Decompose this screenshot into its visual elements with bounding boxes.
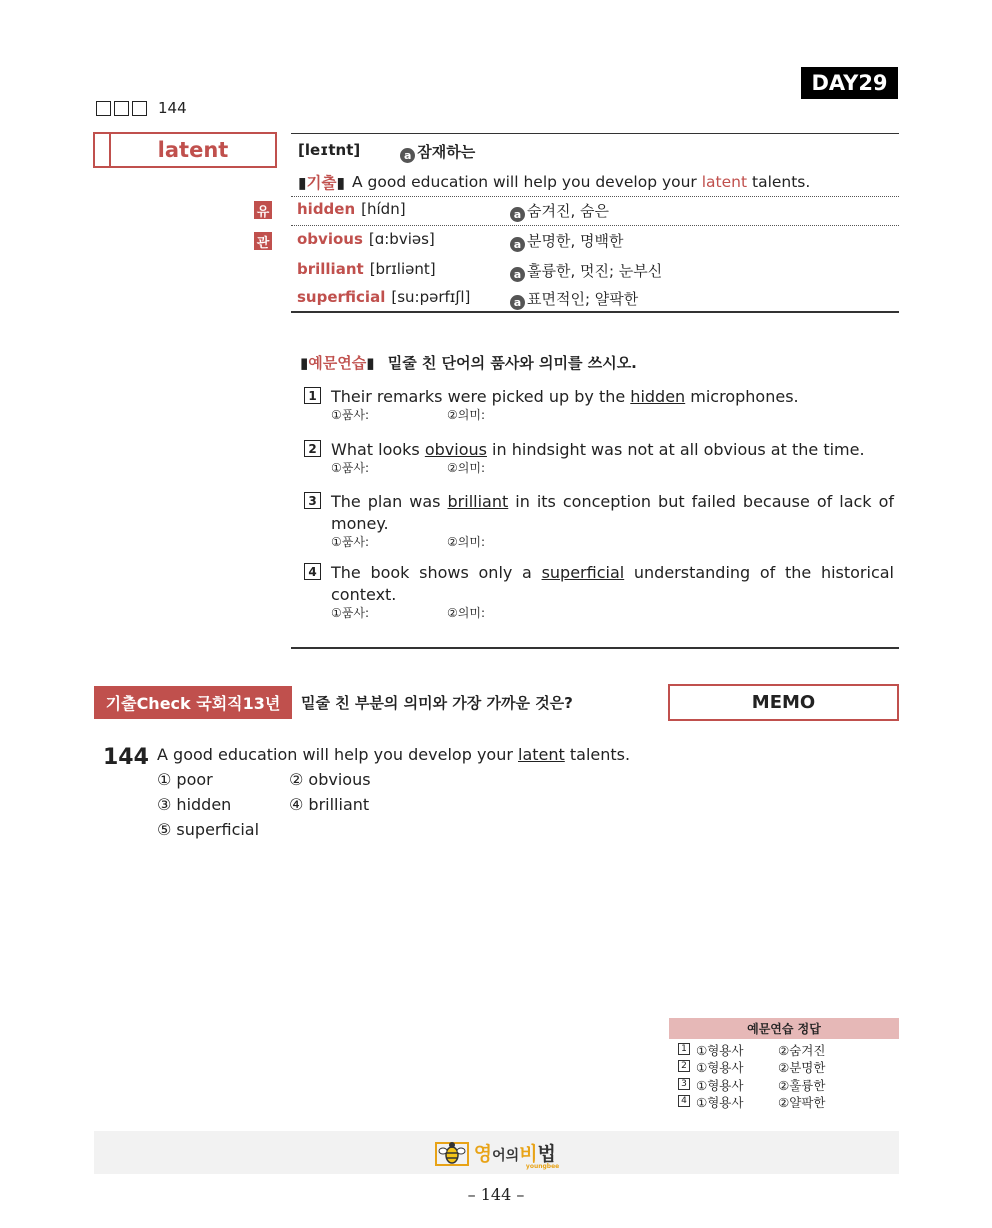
adjective-icon: a — [510, 267, 525, 282]
related-tag: 관 — [254, 232, 272, 250]
dotted-divider — [291, 225, 899, 226]
question-sentence: A good education will help you develop your latent talents. — [157, 745, 631, 764]
check-banner: 기출Check 국회직13년 — [94, 686, 292, 719]
answer-row: 2 ①형용사 ②분명한 — [678, 1058, 825, 1076]
review-checkbox-1[interactable] — [96, 101, 111, 116]
definition — [400, 141, 475, 163]
divider — [291, 311, 899, 313]
answer-row: 1 ①형용사 ②숨겨진 — [678, 1041, 825, 1059]
footer-bar — [94, 1131, 899, 1174]
review-checkboxes — [96, 99, 187, 117]
answer-option[interactable]: ③ hidden — [157, 795, 232, 814]
bee-logo-icon — [434, 1138, 470, 1168]
practice-item: 4 The book shows only a superficial understanding of the historical context. ①품사: ②의미: — [304, 562, 894, 621]
synonym-tag: 유 — [254, 201, 272, 219]
answers-heading: 예문연습 정답 — [669, 1018, 899, 1039]
day-badge: DAY29 — [801, 67, 898, 99]
item-number: 144 — [158, 99, 187, 117]
question-number: 144 — [103, 745, 149, 770]
pronunciation: [leɪtnt] — [298, 141, 361, 159]
divider — [291, 133, 899, 134]
practice-item: 3 The plan was brilliant in its conception but failed because of lack of money. ①품사: ②의미: — [304, 491, 894, 550]
related-word-row: brilliant [brɪliənt] a 훌륭한, 멋진; 눈부신 — [297, 260, 663, 281]
practice-heading: ▮예문연습▮ 밑줄 친 단어의 품사와 의미를 쓰시오. — [300, 354, 637, 372]
headword: latent — [157, 138, 229, 162]
practice-item: 2 What looks obvious in hindsight was not at all obvious at the time. ①품사: ②의미: — [304, 439, 894, 476]
related-word-row: hidden [hídn] a 숨겨진, 숨은 — [297, 200, 609, 221]
check-prompt: 밑줄 친 부분의 의미와 가장 가까운 것은? — [301, 694, 573, 712]
answer-option[interactable]: ④ brilliant — [289, 795, 370, 814]
example-row: ▮기출▮ A good education will help you develop your latent talents. — [298, 173, 811, 192]
review-checkbox-2[interactable] — [114, 101, 129, 116]
adjective-icon: a — [510, 295, 525, 310]
headword-box — [93, 132, 277, 168]
answer-option[interactable]: ① poor — [157, 770, 213, 789]
answer-option[interactable]: ② obvious — [289, 770, 371, 789]
adjective-icon: a — [400, 148, 415, 163]
related-word-row: obvious [ɑ:bviəs] a 분명한, 명백한 — [297, 230, 624, 251]
answer-option[interactable]: ⑤ superficial — [157, 820, 260, 839]
example-sentence: A good education will help you develop your latent talents. — [352, 173, 811, 191]
adjective-icon: a — [510, 207, 525, 222]
dotted-divider — [291, 196, 899, 197]
related-word-row: superficial [su:pərfɪʃl] a 표면적인; 얄팍한 — [297, 288, 639, 309]
adjective-icon: a — [510, 237, 525, 252]
pronunciation-row — [298, 141, 475, 163]
definition-text: 잠재하는 — [417, 143, 476, 161]
logo-text: 영 어의 비 법 youngbee — [473, 1143, 560, 1170]
example-tag: 기출 — [306, 174, 337, 192]
answer-row: 3 ①형용사 ②훌륭한 — [678, 1076, 825, 1094]
divider — [291, 647, 899, 649]
practice-item: 1 Their remarks were picked up by the hidden microphones. ①품사: ②의미: — [304, 386, 894, 423]
memo-box: MEMO — [668, 684, 899, 721]
answer-row: 4 ①형용사 ②얄팍한 — [678, 1093, 825, 1111]
review-checkbox-3[interactable] — [132, 101, 147, 116]
page-number: – 144 – — [467, 1185, 525, 1204]
